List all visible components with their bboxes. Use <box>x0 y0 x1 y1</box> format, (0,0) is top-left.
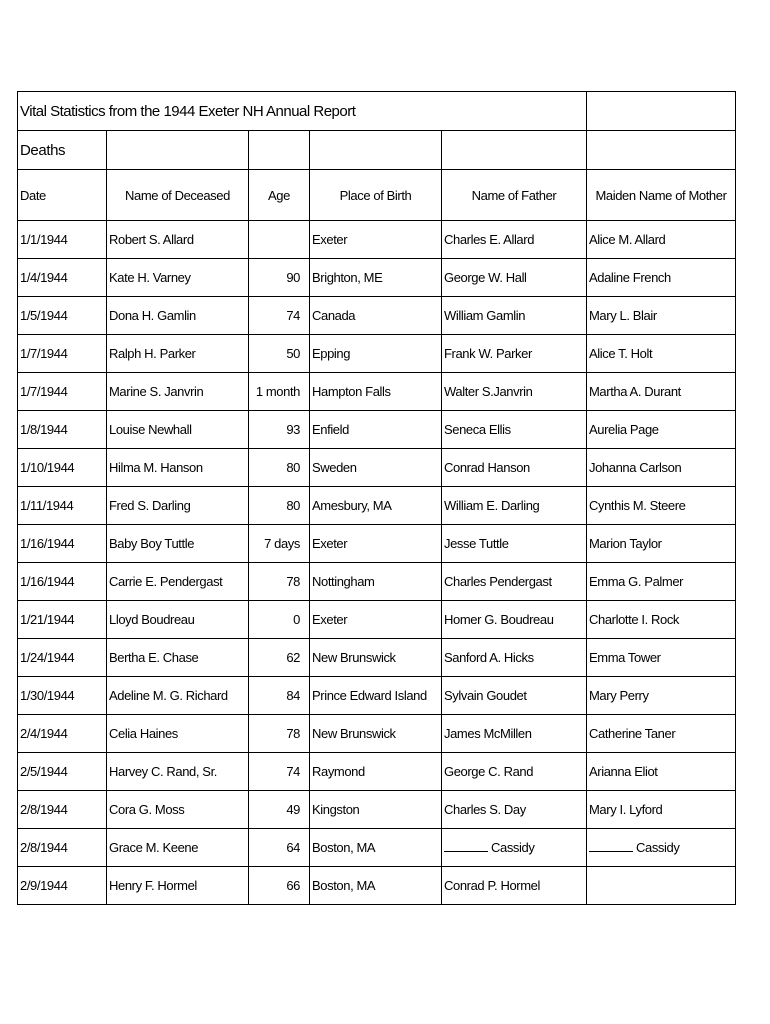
cell-father <box>442 563 587 601</box>
cell-birthplace-text: Boston, MA <box>312 840 376 855</box>
cell-deceased-name-text: Henry F. Hormel <box>109 878 197 893</box>
cell-age <box>249 449 310 487</box>
cell-birthplace-text: Exeter <box>312 612 348 627</box>
cell-birthplace-text: Kingston <box>312 802 360 817</box>
table-row <box>18 221 736 259</box>
cell-deceased-name-text: Louise Newhall <box>109 422 192 437</box>
cell-birthplace <box>310 753 442 791</box>
cell-deceased-name <box>107 791 249 829</box>
cell-mother-text: Emma Tower <box>589 650 661 665</box>
cell-father-text: Conrad P. Hormel <box>444 878 540 893</box>
cell-father-text: Sylvain Goudet <box>444 688 527 703</box>
cell-mother-text: Aurelia Page <box>589 422 659 437</box>
section-heading: Deaths <box>20 141 66 159</box>
cell-age-text: 0 <box>293 612 300 627</box>
cell-age-text: 80 <box>286 498 300 513</box>
table-row <box>18 715 736 753</box>
cell-date <box>18 525 107 563</box>
blank-line <box>589 841 633 852</box>
cell-date <box>18 449 107 487</box>
empty-cell <box>107 131 249 170</box>
cell-mother-text: Emma G. Palmer <box>589 574 684 589</box>
cell-mother-text: Catherine Taner <box>589 726 676 741</box>
cell-father-text: George C. Rand <box>444 764 534 779</box>
cell-date-text: 2/9/1944 <box>20 878 68 893</box>
cell-birthplace-text: Enfield <box>312 422 349 437</box>
table-row <box>18 297 736 335</box>
cell-birthplace-text: Boston, MA <box>312 878 376 893</box>
table-row <box>18 601 736 639</box>
cell-mother-text: Alice M. Allard <box>589 232 666 247</box>
cell-mother <box>587 677 736 715</box>
cell-father-text: Charles S. Day <box>444 802 526 817</box>
table-row <box>18 563 736 601</box>
cell-father <box>442 335 587 373</box>
cell-mother <box>587 221 736 259</box>
cell-deceased-name-text: Carrie E. Pendergast <box>109 574 223 589</box>
cell-date <box>18 335 107 373</box>
cell-father <box>442 715 587 753</box>
cell-date <box>18 259 107 297</box>
vital-statistics-table <box>17 91 736 905</box>
table-row <box>18 829 736 867</box>
empty-cell <box>442 131 587 170</box>
cell-age-text: 66 <box>286 878 300 893</box>
cell-age-text: 90 <box>286 270 300 285</box>
cell-deceased-name <box>107 221 249 259</box>
cell-birthplace-text: Nottingham <box>312 574 375 589</box>
cell-age <box>249 373 310 411</box>
table-row <box>18 449 736 487</box>
cell-father-text: George W. Hall <box>444 270 527 285</box>
cell-father-text: Conrad Hanson <box>444 460 530 475</box>
cell-birthplace <box>310 259 442 297</box>
table-row <box>18 677 736 715</box>
cell-mother-text: Cynthis M. Steere <box>589 498 686 513</box>
cell-father <box>442 221 587 259</box>
cell-deceased-name <box>107 487 249 525</box>
cell-birthplace <box>310 639 442 677</box>
cell-father <box>442 373 587 411</box>
cell-age <box>249 335 310 373</box>
cell-date-text: 1/8/1944 <box>20 422 68 437</box>
cell-birthplace <box>310 677 442 715</box>
cell-date-text: 1/30/1944 <box>20 688 75 703</box>
cell-birthplace-text: Exeter <box>312 232 348 247</box>
cell-deceased-name <box>107 297 249 335</box>
cell-age <box>249 601 310 639</box>
cell-age <box>249 221 310 259</box>
cell-mother <box>587 297 736 335</box>
cell-father-text: James McMillen <box>444 726 532 741</box>
column-header-name: Name of Deceased <box>107 170 249 221</box>
cell-date <box>18 715 107 753</box>
cell-deceased-name-text: Lloyd Boudreau <box>109 612 195 627</box>
cell-deceased-name <box>107 411 249 449</box>
cell-date-text: 1/21/1944 <box>20 612 75 627</box>
cell-mother-text: Adaline French <box>589 270 671 285</box>
cell-age <box>249 791 310 829</box>
table-row <box>18 753 736 791</box>
table-row <box>18 259 736 297</box>
cell-birthplace-text: Exeter <box>312 536 348 551</box>
cell-mother <box>587 715 736 753</box>
cell-deceased-name <box>107 867 249 905</box>
cell-father-text: Sanford A. Hicks <box>444 650 534 665</box>
cell-age <box>249 487 310 525</box>
cell-deceased-name <box>107 335 249 373</box>
cell-birthplace-text: Amesbury, MA <box>312 498 392 513</box>
cell-deceased-name-text: Hilma M. Hanson <box>109 460 203 475</box>
cell-father <box>442 601 587 639</box>
cell-father <box>442 829 587 867</box>
cell-deceased-name <box>107 525 249 563</box>
cell-date <box>18 221 107 259</box>
cell-mother <box>587 487 736 525</box>
cell-deceased-name <box>107 373 249 411</box>
cell-age <box>249 297 310 335</box>
cell-mother-text: Marion Taylor <box>589 536 662 551</box>
cell-mother <box>587 867 736 905</box>
cell-deceased-name-text: Robert S. Allard <box>109 232 194 247</box>
cell-father <box>442 297 587 335</box>
cell-date <box>18 601 107 639</box>
cell-deceased-name <box>107 449 249 487</box>
table-row <box>18 791 736 829</box>
table-row <box>18 335 736 373</box>
cell-age <box>249 411 310 449</box>
cell-date <box>18 373 107 411</box>
cell-date-text: 1/24/1944 <box>20 650 75 665</box>
cell-mother <box>587 373 736 411</box>
cell-age-text: 93 <box>286 422 300 437</box>
cell-age-text: 80 <box>286 460 300 475</box>
column-header-age: Age <box>249 170 310 221</box>
cell-father <box>442 677 587 715</box>
cell-birthplace-text: New Brunswick <box>312 726 396 741</box>
cell-date <box>18 829 107 867</box>
cell-father-text: Charles E. Allard <box>444 232 535 247</box>
cell-father <box>442 487 587 525</box>
cell-father-text: Charles Pendergast <box>444 574 552 589</box>
cell-date <box>18 677 107 715</box>
cell-deceased-name <box>107 677 249 715</box>
cell-date <box>18 639 107 677</box>
cell-age-text: 74 <box>286 764 300 779</box>
cell-birthplace <box>310 601 442 639</box>
cell-age <box>249 753 310 791</box>
cell-deceased-name <box>107 715 249 753</box>
cell-mother <box>587 791 736 829</box>
cell-mother-text: Mary I. Lyford <box>589 802 663 817</box>
cell-mother <box>587 411 736 449</box>
cell-deceased-name <box>107 753 249 791</box>
cell-date-text: 2/8/1944 <box>20 802 68 817</box>
cell-birthplace-text: Epping <box>312 346 351 361</box>
cell-age <box>249 715 310 753</box>
cell-deceased-name-text: Cora G. Moss <box>109 802 185 817</box>
cell-deceased-name-text: Dona H. Gamlin <box>109 308 196 323</box>
cell-birthplace-text: Prince Edward Island <box>312 688 427 703</box>
cell-age <box>249 677 310 715</box>
cell-age-text: 78 <box>286 726 300 741</box>
table-row <box>18 487 736 525</box>
cell-father-text: Homer G. Boudreau <box>444 612 554 627</box>
cell-mother-text: Mary L. Blair <box>589 308 657 323</box>
cell-age-text: 1 month <box>255 384 300 399</box>
cell-birthplace <box>310 487 442 525</box>
cell-age-text: 50 <box>286 346 300 361</box>
cell-birthplace <box>310 449 442 487</box>
cell-deceased-name-text: Harvey C. Rand, Sr. <box>109 764 217 779</box>
cell-birthplace <box>310 373 442 411</box>
cell-deceased-name-text: Marine S. Janvrin <box>109 384 204 399</box>
cell-birthplace <box>310 829 442 867</box>
cell-mother-text: Alice T. Holt <box>589 346 653 361</box>
cell-mother <box>587 601 736 639</box>
column-header-date: Date <box>18 170 107 221</box>
cell-birthplace <box>310 525 442 563</box>
cell-age-text: 78 <box>286 574 300 589</box>
cell-mother <box>587 259 736 297</box>
cell-age-text: 62 <box>286 650 300 665</box>
column-header-father: Name of Father <box>442 170 587 221</box>
empty-cell <box>587 131 736 170</box>
cell-birthplace-text: Sweden <box>312 460 357 475</box>
cell-mother <box>587 525 736 563</box>
table-row <box>18 411 736 449</box>
cell-date-text: 2/8/1944 <box>20 840 68 855</box>
cell-age <box>249 639 310 677</box>
column-header-birthplace: Place of Birth <box>310 170 442 221</box>
cell-birthplace-text: Canada <box>312 308 356 323</box>
cell-father <box>442 791 587 829</box>
cell-father <box>442 867 587 905</box>
cell-mother-text: Cassidy <box>636 840 680 855</box>
cell-birthplace <box>310 715 442 753</box>
cell-age-text: 74 <box>286 308 300 323</box>
cell-age <box>249 525 310 563</box>
cell-father <box>442 259 587 297</box>
cell-mother-text: Arianna Eliot <box>589 764 658 779</box>
cell-father-text: Jesse Tuttle <box>444 536 509 551</box>
section-cell <box>18 131 107 170</box>
cell-date-text: 1/11/1944 <box>20 498 74 513</box>
cell-age-text: 64 <box>286 840 300 855</box>
cell-age-text: 49 <box>286 802 300 817</box>
cell-age <box>249 829 310 867</box>
cell-date <box>18 297 107 335</box>
cell-birthplace-text: Raymond <box>312 764 365 779</box>
cell-date <box>18 487 107 525</box>
cell-deceased-name-text: Kate H. Varney <box>109 270 191 285</box>
cell-birthplace <box>310 791 442 829</box>
cell-date-text: 1/7/1944 <box>20 346 68 361</box>
table-row <box>18 525 736 563</box>
cell-father-text: Frank W. Parker <box>444 346 532 361</box>
empty-cell <box>310 131 442 170</box>
cell-father <box>442 753 587 791</box>
cell-deceased-name <box>107 601 249 639</box>
cell-age <box>249 563 310 601</box>
cell-deceased-name <box>107 563 249 601</box>
cell-date-text: 1/4/1944 <box>20 270 68 285</box>
cell-age-text: 84 <box>286 688 300 703</box>
cell-deceased-name-text: Celia Haines <box>109 726 178 741</box>
cell-birthplace-text: New Brunswick <box>312 650 396 665</box>
cell-deceased-name <box>107 259 249 297</box>
cell-birthplace <box>310 221 442 259</box>
report-title: Vital Statistics from the 1944 Exeter NH Annual Report <box>20 102 356 120</box>
table-row <box>18 867 736 905</box>
table-row <box>18 639 736 677</box>
column-header-mother: Maiden Name of Mother <box>587 170 736 221</box>
cell-birthplace <box>310 335 442 373</box>
cell-deceased-name-text: Ralph H. Parker <box>109 346 196 361</box>
cell-mother <box>587 449 736 487</box>
cell-date-text: 1/10/1944 <box>20 460 75 475</box>
cell-birthplace <box>310 867 442 905</box>
cell-date <box>18 867 107 905</box>
cell-mother <box>587 753 736 791</box>
cell-date <box>18 791 107 829</box>
cell-deceased-name-text: Bertha E. Chase <box>109 650 199 665</box>
cell-birthplace-text: Brighton, ME <box>312 270 383 285</box>
cell-deceased-name-text: Adeline M. G. Richard <box>109 688 228 703</box>
empty-cell <box>249 131 310 170</box>
cell-father <box>442 639 587 677</box>
cell-date-text: 1/7/1944 <box>20 384 68 399</box>
cell-birthplace <box>310 563 442 601</box>
cell-mother <box>587 829 736 867</box>
cell-mother <box>587 563 736 601</box>
title-empty-cell <box>587 92 736 131</box>
cell-deceased-name-text: Baby Boy Tuttle <box>109 536 195 551</box>
cell-date <box>18 411 107 449</box>
cell-deceased-name <box>107 829 249 867</box>
cell-mother-text: Martha A. Durant <box>589 384 681 399</box>
cell-date-text: 1/1/1944 <box>20 232 68 247</box>
cell-date <box>18 753 107 791</box>
cell-father-text: Seneca Ellis <box>444 422 511 437</box>
cell-date-text: 2/4/1944 <box>20 726 68 741</box>
blank-line <box>444 841 488 852</box>
table-row <box>18 373 736 411</box>
cell-mother <box>587 639 736 677</box>
cell-father-text: William E. Darling <box>444 498 540 513</box>
cell-deceased-name <box>107 639 249 677</box>
cell-father <box>442 525 587 563</box>
cell-father-text: Walter S.Janvrin <box>444 384 533 399</box>
cell-deceased-name-text: Grace M. Keene <box>109 840 199 855</box>
cell-date <box>18 563 107 601</box>
cell-father <box>442 449 587 487</box>
cell-birthplace <box>310 411 442 449</box>
title-cell <box>18 92 587 131</box>
cell-age <box>249 867 310 905</box>
cell-age-text: 7 days <box>264 536 300 551</box>
cell-father-text: William Gamlin <box>444 308 526 323</box>
cell-father-text: Cassidy <box>491 840 535 855</box>
cell-mother-text: Johanna Carlson <box>589 460 682 475</box>
cell-mother <box>587 335 736 373</box>
cell-date-text: 2/5/1944 <box>20 764 68 779</box>
cell-father <box>442 411 587 449</box>
cell-birthplace <box>310 297 442 335</box>
cell-mother-text: Charlotte I. Rock <box>589 612 680 627</box>
cell-mother-text: Mary Perry <box>589 688 649 703</box>
cell-deceased-name-text: Fred S. Darling <box>109 498 191 513</box>
cell-date-text: 1/16/1944 <box>20 536 75 551</box>
cell-age <box>249 259 310 297</box>
cell-date-text: 1/16/1944 <box>20 574 75 589</box>
cell-birthplace-text: Hampton Falls <box>312 384 391 399</box>
cell-date-text: 1/5/1944 <box>20 308 68 323</box>
